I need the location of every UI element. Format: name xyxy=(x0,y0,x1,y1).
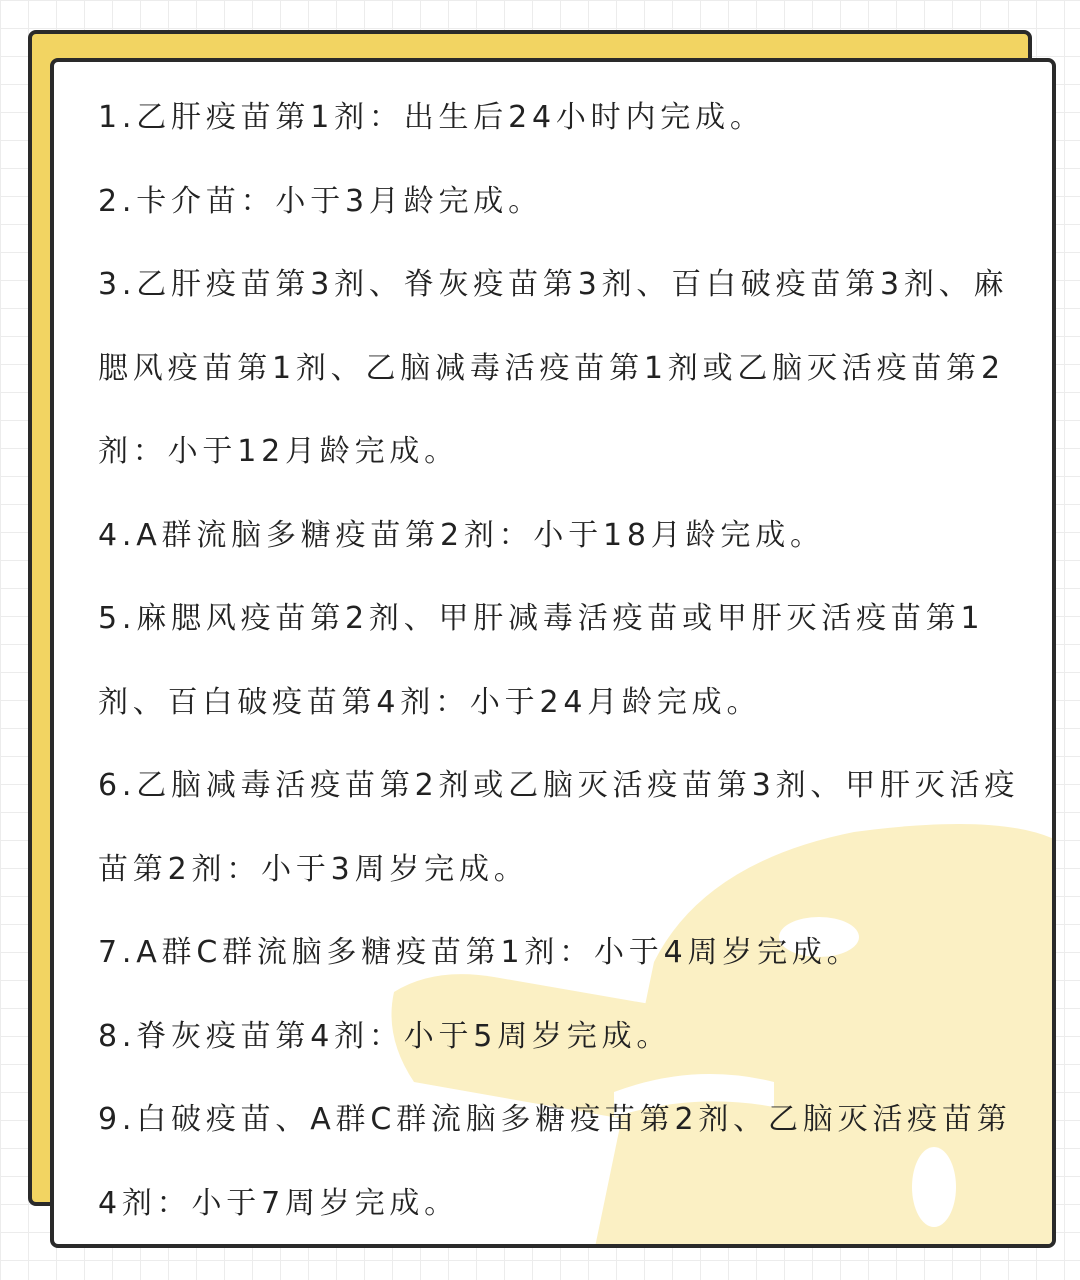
schedule-item-9: 9.白破疫苗、A群C群流脑多糖疫苗第2剂、乙脑灭活疫苗第 4剂：小于7周岁完成。 xyxy=(98,1102,1012,1221)
content-card xyxy=(50,58,1056,1248)
schedule-item-4: 4.A群流脑多糖疫苗第2剂：小于18月龄完成。 xyxy=(98,517,825,553)
schedule-item-5: 5.麻腮风疫苗第2剂、甲肝减毒活疫苗或甲肝灭活疫苗第1 剂、百白破疫苗第4剂：小于24月龄完成。 xyxy=(98,601,985,720)
schedule-item-6: 6.乙脑减毒活疫苗第2剂或乙脑灭活疫苗第3剂、甲肝灭活疫 苗第2剂：小于3周岁完成。 xyxy=(98,768,1020,887)
schedule-item-3: 3.乙肝疫苗第3剂、脊灰疫苗第3剂、百白破疫苗第3剂、麻 腮风疫苗第1剂、乙脑减毒活疫苗第1剂或乙脑灭活疫苗第2 剂：小于12月龄完成。 xyxy=(98,267,1009,469)
schedule-item-2: 2.卡介苗：小于3月龄完成。 xyxy=(98,183,543,219)
schedule-item-7: 7.A群C群流脑多糖疫苗第1剂：小于4周岁完成。 xyxy=(98,935,862,970)
schedule-item-1: 1.乙肝疫苗第1剂：出生后24小时内完成。 xyxy=(98,100,765,135)
schedule-item-8: 8.脊灰疫苗第4剂：小于5周岁完成。 xyxy=(98,1018,672,1054)
vaccine-schedule-list xyxy=(98,76,1048,1245)
